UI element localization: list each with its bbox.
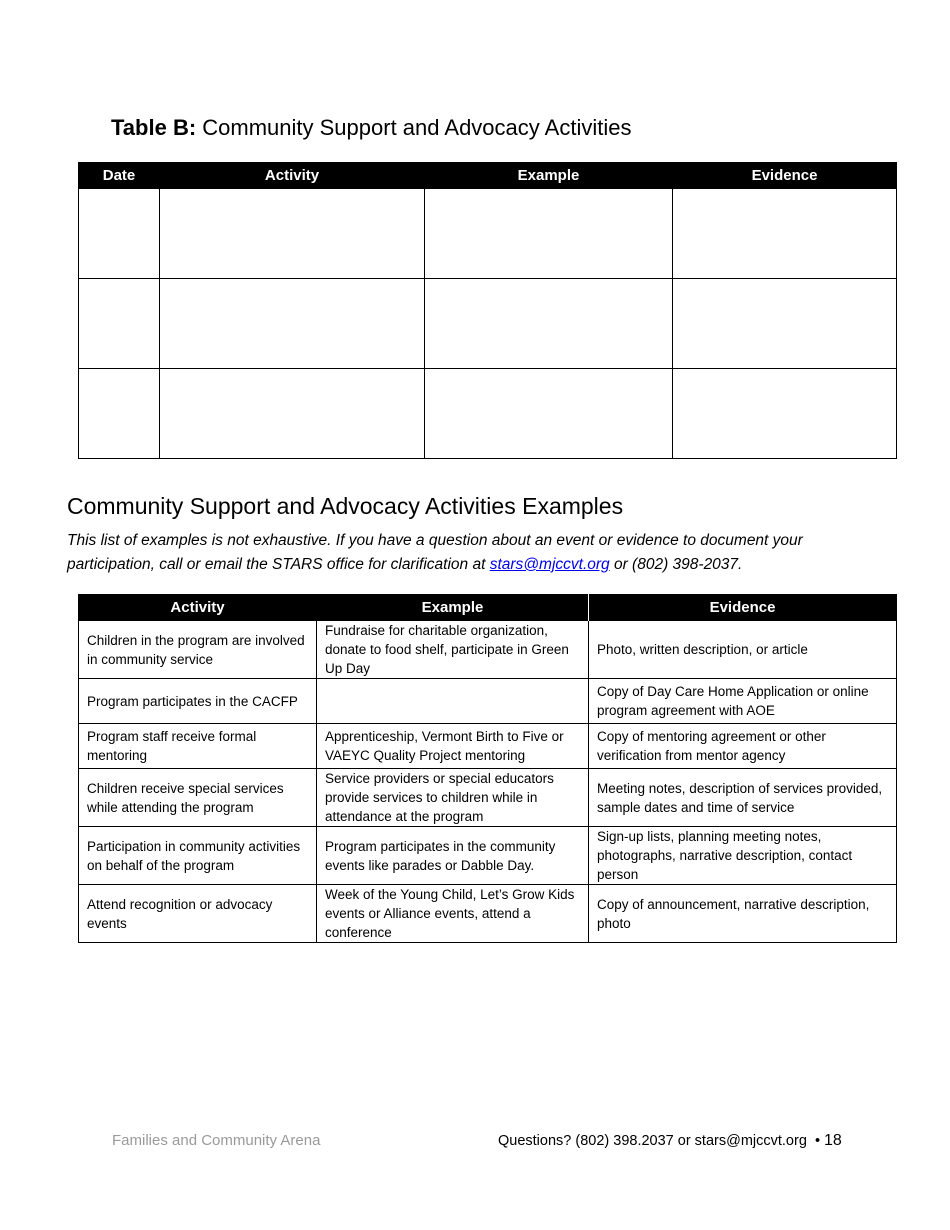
examples-cell-example: Fundraise for charitable organization, donate to food shelf, participate in Green Up Day bbox=[317, 621, 589, 679]
table-row bbox=[79, 189, 897, 279]
examples-cell-evidence: Copy of mentoring agreement or other verification from mentor agency bbox=[589, 724, 897, 769]
table-b-cell-example[interactable] bbox=[425, 369, 673, 459]
table-b-header-activity: Activity bbox=[160, 162, 425, 189]
examples-cell-example: Apprenticeship, Vermont Birth to Five or VAEYC Quality Project mentoring bbox=[317, 724, 589, 769]
table-row bbox=[79, 724, 897, 769]
table-b-title bbox=[111, 113, 631, 143]
examples-cell-evidence: Photo, written description, or article bbox=[589, 621, 897, 679]
examples-cell-activity: Program participates in the CACFP bbox=[79, 679, 317, 724]
table-b-header-date: Date bbox=[79, 162, 160, 189]
examples-cell-example: Program participates in the community events like parades or Dabble Day. bbox=[317, 827, 589, 885]
table-b-cell-evidence[interactable] bbox=[673, 279, 897, 369]
examples-cell-example bbox=[317, 679, 589, 724]
table-row bbox=[79, 885, 897, 943]
examples-cell-example: Week of the Young Child, Let’s Grow Kids events or Alliance events, attend a conference bbox=[317, 885, 589, 943]
table-row bbox=[79, 621, 897, 679]
examples-table bbox=[78, 594, 897, 943]
footer-contact bbox=[498, 1132, 842, 1150]
examples-cell-activity: Attend recognition or advocacy events bbox=[79, 885, 317, 943]
table-b-cell-evidence[interactable] bbox=[673, 189, 897, 279]
examples-header-example: Example bbox=[317, 594, 589, 621]
examples-cell-activity: Participation in community activities on behalf of the program bbox=[79, 827, 317, 885]
table-b-cell-activity[interactable] bbox=[160, 279, 425, 369]
examples-heading: Community Support and Advocacy Activities Examples bbox=[67, 493, 624, 519]
table-b-cell-example[interactable] bbox=[425, 189, 673, 279]
table-b-header-example: Example bbox=[425, 162, 673, 189]
table-row bbox=[79, 279, 897, 369]
table-row bbox=[79, 769, 897, 827]
table-b-title-text: Community Support and Advocacy Activities bbox=[196, 115, 632, 140]
intro-text-after: or (802) 398-2037. bbox=[609, 556, 743, 573]
table-row bbox=[79, 827, 897, 885]
stars-email-link[interactable]: stars@mjccvt.org bbox=[489, 556, 610, 573]
examples-intro bbox=[67, 529, 887, 577]
table-b-header-row bbox=[79, 162, 897, 189]
examples-header-row bbox=[79, 594, 897, 621]
table-b-header-evidence: Evidence bbox=[673, 162, 897, 189]
examples-header-activity: Activity bbox=[79, 594, 317, 621]
table-b-cell-date[interactable] bbox=[79, 189, 160, 279]
table-b-cell-example[interactable] bbox=[425, 279, 673, 369]
table-b-title-label: Table B: bbox=[111, 115, 197, 140]
table-b-cell-date[interactable] bbox=[79, 279, 160, 369]
examples-cell-evidence: Meeting notes, description of services provided, sample dates and time of service bbox=[589, 769, 897, 827]
table-b bbox=[78, 162, 897, 459]
examples-cell-activity: Children receive special services while attending the program bbox=[79, 769, 317, 827]
examples-cell-evidence: Copy of announcement, narrative description, photo bbox=[589, 885, 897, 943]
examples-cell-evidence: Sign-up lists, planning meeting notes, photographs, narrative description, contact person bbox=[589, 827, 897, 885]
table-b-cell-activity[interactable] bbox=[160, 189, 425, 279]
examples-cell-evidence: Copy of Day Care Home Application or online program agreement with AOE bbox=[589, 679, 897, 724]
intro-text-before: This list of examples is not exhaustive. If you have a question about an event or evidence to document your participation, call or email the STARS office for clarification at bbox=[67, 532, 803, 573]
footer-arena-label: Families and Community Arena bbox=[112, 1132, 321, 1149]
examples-cell-example: Service providers or special educators provide services to children while in attendance at the program bbox=[317, 769, 589, 827]
footer-contact-text: Questions? (802) 398.2037 or stars@mjccvt.org • bbox=[498, 1133, 821, 1149]
examples-header-evidence: Evidence bbox=[589, 594, 897, 621]
examples-cell-activity: Children in the program are involved in community service bbox=[79, 621, 317, 679]
page-number: 18 bbox=[824, 1132, 842, 1149]
table-b-cell-activity[interactable] bbox=[160, 369, 425, 459]
table-row bbox=[79, 369, 897, 459]
table-b-cell-date[interactable] bbox=[79, 369, 160, 459]
examples-cell-activity: Program staff receive formal mentoring bbox=[79, 724, 317, 769]
table-b-cell-evidence[interactable] bbox=[673, 369, 897, 459]
table-row bbox=[79, 679, 897, 724]
